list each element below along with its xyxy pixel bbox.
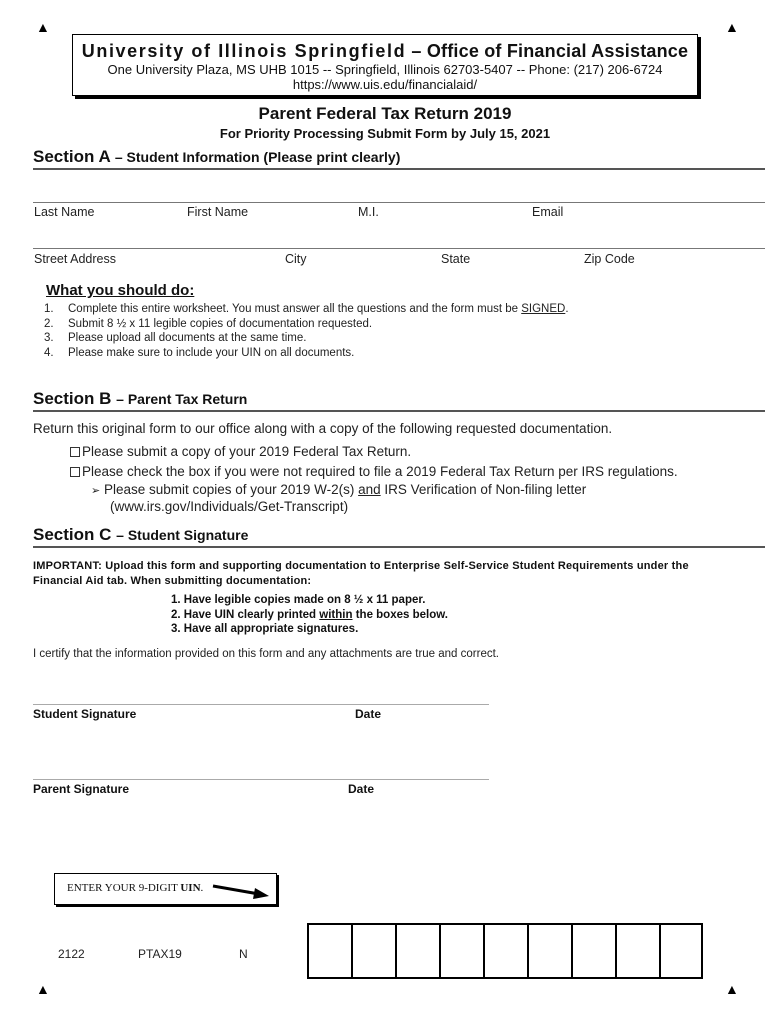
form-title: Parent Federal Tax Return 2019 <box>258 104 512 123</box>
list-item: 1. Have legible copies made on 8 ½ x 11 paper. <box>171 594 426 606</box>
section-b-rule <box>33 410 765 412</box>
student-signature-label: Student Signature <box>33 707 137 721</box>
uin-digit-box[interactable] <box>527 923 571 979</box>
arrow-bullet-icon: ➢ <box>91 485 101 497</box>
tax-return-checkbox[interactable] <box>70 447 80 457</box>
important-notice: IMPORTANT: Upload this form and supporting documentation to Enterprise Self-Service Student Requirements under the Financial Aid tab. When submitting documentation: <box>33 560 689 587</box>
uin-digit-box[interactable] <box>439 923 483 979</box>
street-address-field[interactable]: Street Address <box>34 252 116 266</box>
row2-line <box>33 248 765 249</box>
arrow-right-icon <box>211 878 271 902</box>
section-a-rule <box>33 168 765 170</box>
not-required-checkbox[interactable] <box>70 467 80 477</box>
uin-digit-box[interactable] <box>571 923 615 979</box>
state-field[interactable]: State <box>441 252 471 266</box>
section-c-title: – Student Signature <box>116 527 249 543</box>
header-address: One University Plaza, MS UHB 1015 -- Springfield, Illinois 62703-5407 -- Phone: (217) 206-6724 <box>107 62 663 77</box>
list-item: 3. Have all appropriate signatures. <box>171 623 359 635</box>
corner-marker-bottom-left: ▲ <box>36 981 50 997</box>
uin-digit-box[interactable] <box>659 923 703 979</box>
section-a-label: Section A <box>33 147 111 166</box>
certification-statement: I certify that the information provided on this form and any attachments are true and correct. <box>33 648 499 660</box>
footer-form-code: PTAX19 <box>138 947 182 961</box>
signed-emphasis: SIGNED <box>521 303 566 315</box>
section-a-heading <box>33 147 400 167</box>
student-date-label: Date <box>355 707 382 721</box>
footer-flag: N <box>239 947 248 961</box>
mi-field[interactable]: M.I. <box>358 205 379 219</box>
student-signature-line[interactable] <box>33 704 489 705</box>
list-item: 1. Complete this entire worksheet. You must answer all the questions and the form must be SIGNED. <box>44 303 569 315</box>
parent-signature-label: Parent Signature <box>33 782 130 796</box>
last-name-field[interactable]: Last Name <box>34 205 95 219</box>
section-b-intro: Return this original form to our office along with a copy of the following requested documentation. <box>33 421 613 436</box>
first-name-field[interactable]: First Name <box>187 205 249 219</box>
section-c-rule <box>33 546 765 548</box>
header-website[interactable]: https://www.uis.edu/financialaid/ <box>292 77 478 92</box>
uin-digit-box[interactable] <box>307 923 351 979</box>
section-c-label: Section C <box>33 525 112 544</box>
uin-digit-box[interactable] <box>351 923 395 979</box>
uin-entry-grid <box>307 923 703 979</box>
header-box <box>72 34 698 96</box>
uin-prompt-text: ENTER YOUR 9-DIGIT UIN. <box>67 882 204 894</box>
requirements-list <box>171 593 448 637</box>
section-a-title: – Student Information (Please print clearly) <box>114 149 401 165</box>
parent-signature-line[interactable] <box>33 779 489 780</box>
section-c-heading <box>33 525 248 545</box>
uin-digit-box[interactable] <box>483 923 527 979</box>
zip-code-field[interactable]: Zip Code <box>584 252 635 266</box>
list-item: 4. Please make sure to include your UIN on all documents. <box>44 346 355 359</box>
list-item: 2. Have UIN clearly printed within the boxes below. <box>171 608 448 621</box>
header-title <box>73 41 697 62</box>
todo-list <box>44 302 569 360</box>
w2-bullet: ➢ Please submit copies of your 2019 W-2(s) and IRS Verification of Non-filing letter <box>91 482 587 497</box>
uin-prompt-box <box>54 873 277 905</box>
option-tax-return: Please submit a copy of your 2019 Federal Tax Return. <box>70 444 411 459</box>
uin-digit-box[interactable] <box>615 923 659 979</box>
uin-digit-box[interactable] <box>395 923 439 979</box>
footer-code-number: 2122 <box>58 947 85 961</box>
list-item: 2. Submit 8 ½ x 11 legible copies of documentation requested. <box>44 317 373 330</box>
irs-transcript-link: (www.irs.gov/Individuals/Get-Transcript) <box>110 499 349 514</box>
section-b-title: – Parent Tax Return <box>116 391 248 407</box>
option-not-required: Please check the box if you were not required to file a 2019 Federal Tax Return per IRS regulations. <box>70 464 678 479</box>
section-b-heading <box>33 389 247 409</box>
email-field[interactable]: Email <box>532 205 564 219</box>
university-name: University of Illinois Springfield <box>81 41 407 61</box>
form-subtitle: For Priority Processing Submit Form by July 15, 2021 <box>219 126 551 141</box>
todo-heading: What you should do: <box>46 282 195 299</box>
list-item: 3. Please upload all documents at the same time. <box>44 332 307 345</box>
city-field[interactable]: City <box>285 252 307 266</box>
parent-date-label: Date <box>348 782 375 796</box>
office-name: – Office of Financial Assistance <box>411 41 689 61</box>
corner-marker-top-right: ▲ <box>725 19 739 35</box>
row1-line <box>33 202 765 203</box>
corner-marker-top-left: ▲ <box>36 19 50 35</box>
corner-marker-bottom-right: ▲ <box>725 981 739 997</box>
section-b-label: Section B <box>33 389 112 408</box>
